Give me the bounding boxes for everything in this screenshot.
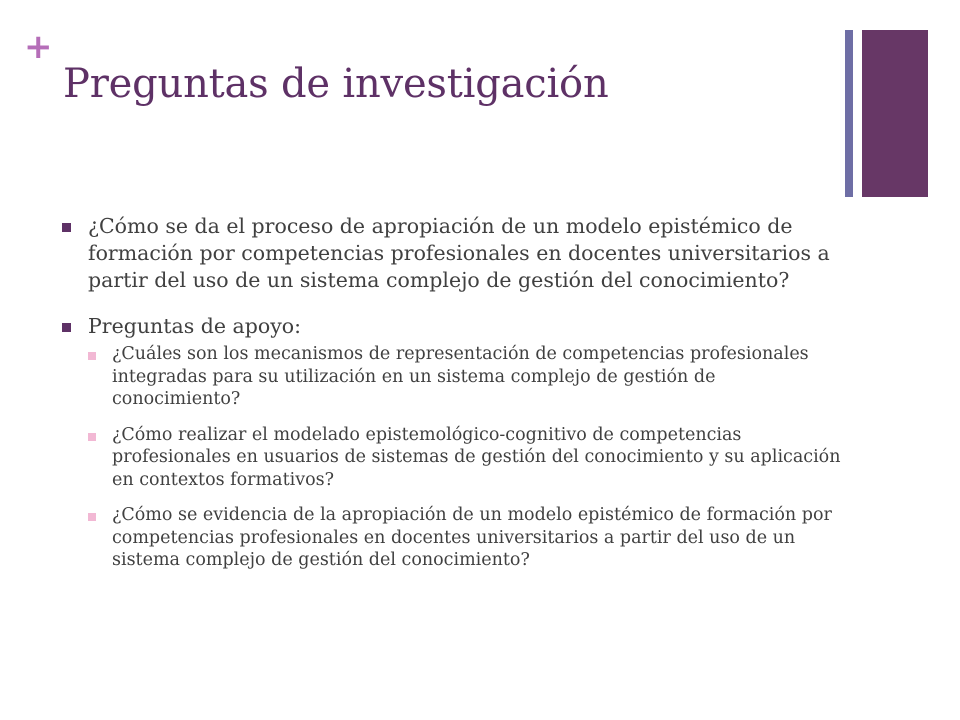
support-question-text: ¿Cómo se evidencia de la apropiación de un modelo epistémico de formación por competencias profesionales en docentes universitarios a partir del uso de un sistema complejo de gestión del conocimiento? <box>112 505 832 570</box>
support-question-text: ¿Cuáles son los mecanismos de representación de competencias profesionales integradas para su utilización en un sistema complejo de gestión de conocimiento? <box>112 344 809 409</box>
slide-title: Preguntas de investigación <box>63 61 609 107</box>
square-bullet-icon <box>62 223 71 232</box>
square-bullet-icon <box>88 352 96 360</box>
support-heading-item <box>62 313 842 340</box>
support-question-text: ¿Cómo realizar el modelado epistemológico-cognitivo de competencias profesionales en usuarios de sistemas de gestión del conocimiento y su aplicación en contextos formativos? <box>112 424 841 490</box>
square-bullet-icon <box>62 323 71 332</box>
square-bullet-icon <box>88 433 96 441</box>
square-bullet-icon <box>88 513 96 521</box>
support-heading-text: Preguntas de apoyo: <box>88 314 302 338</box>
support-questions-list <box>62 343 842 572</box>
slide-content <box>62 213 842 585</box>
accent-bar-thin <box>845 30 853 197</box>
support-question-item <box>62 424 842 492</box>
main-question-item <box>62 213 842 294</box>
main-question-text: ¿Cómo se da el proceso de apropiación de un modelo epistémico de formación por competencias profesionales en docentes universitarios a partir del uso de un sistema complejo de gestión del conocimiento? <box>88 214 830 292</box>
accent-bar-thick <box>862 30 928 197</box>
plus-icon: + <box>24 27 53 67</box>
support-question-item <box>62 504 842 572</box>
support-question-item <box>62 343 842 411</box>
